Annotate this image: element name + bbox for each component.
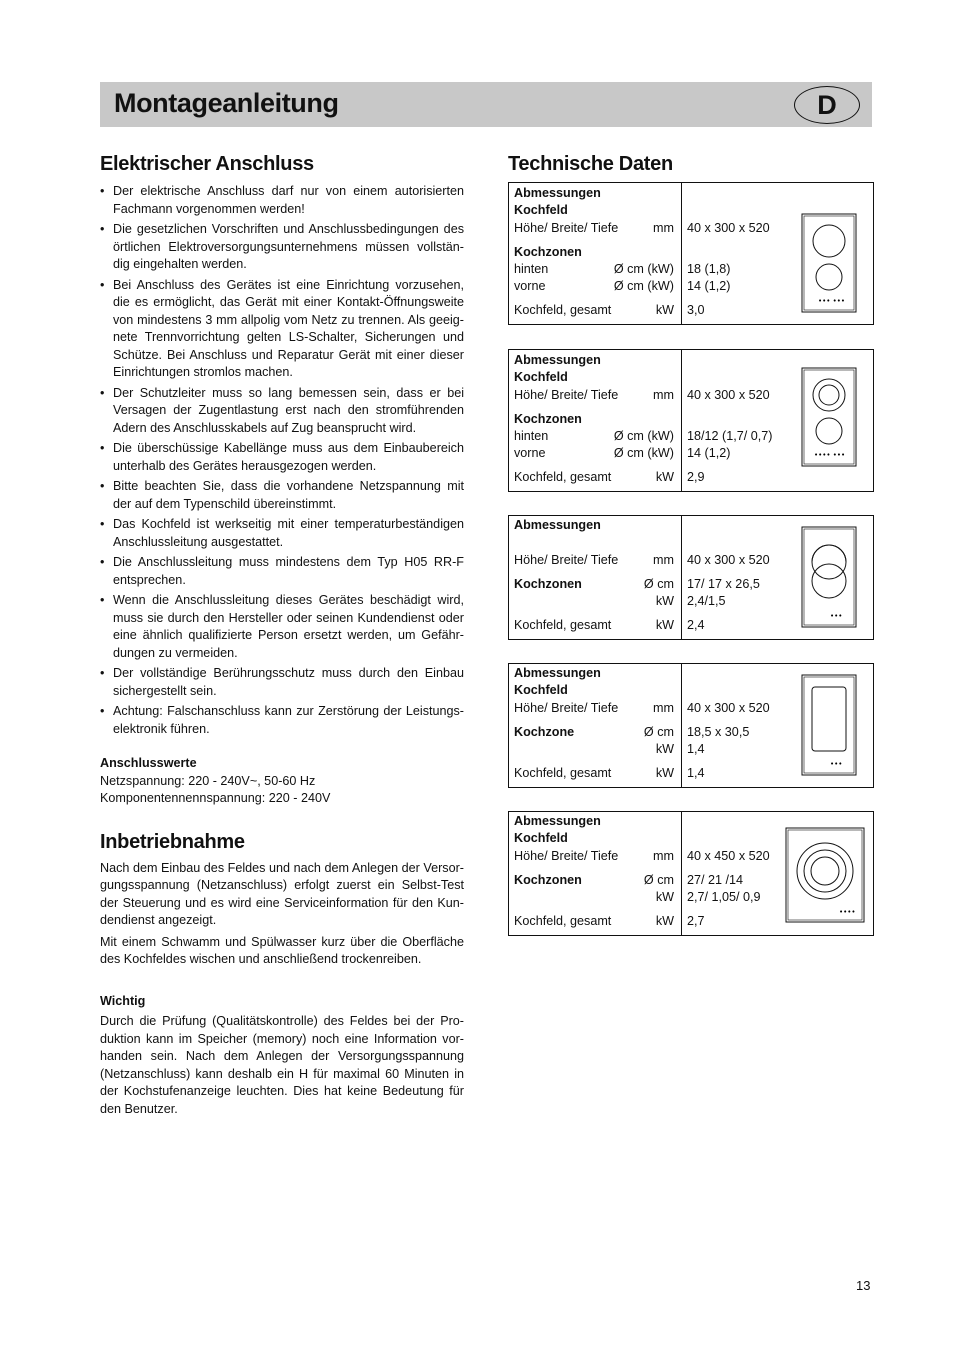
list-item: • Die gesetzlichen Vorschriften und Anschlussbedingungen des örtlichen Elektroversorgungsunternehmens müssen vollstän-dig eingehalten werden. — [100, 221, 464, 274]
unit-label: mm — [653, 849, 674, 863]
triple-circuit-hob-icon — [784, 827, 866, 923]
unit-label: kW — [655, 303, 674, 317]
section-heading-electrical: Elektrischer Anschluss — [100, 153, 314, 175]
zone-front-label: vorne — [514, 446, 546, 460]
zones-label: Kochzonen — [514, 873, 582, 887]
zone-dimensions-value: 18,5 x 30,5 — [687, 725, 750, 739]
unit-label: Ø cm — [643, 725, 674, 739]
dimensions-label: Abmessungen — [514, 186, 601, 200]
spec-table — [508, 811, 874, 936]
connection-value-line: Netzspannung: 220 - 240V~, 50-60 Hz — [100, 773, 316, 788]
dimensions-value: 40 x 300 x 520 — [687, 701, 770, 715]
dimensions-row-label: Höhe/ Breite/ Tiefe — [514, 388, 619, 402]
page-number: 13 — [856, 1278, 871, 1293]
zone-dimensions-value: 27/ 21 /14 — [687, 873, 744, 887]
unit-label: Ø cm (kW) — [613, 429, 674, 443]
zone-power-value: 1,4 — [687, 742, 705, 756]
rectangular-zone-hob-icon — [800, 674, 858, 776]
unit-label: Ø cm — [643, 577, 674, 591]
hob-label: Kochfeld — [514, 203, 568, 217]
zone-front-value: 14 (1,2) — [687, 279, 731, 293]
list-item: • Der elektrische Anschluss darf nur von einem autorisierten Fachmann vorgenommen werden! — [100, 183, 464, 218]
unit-label: Ø cm (kW) — [613, 279, 674, 293]
dimensions-row-label: Höhe/ Breite/ Tiefe — [514, 849, 619, 863]
dimensions-value: 40 x 450 x 520 — [687, 849, 770, 863]
connection-value-line: Komponentennennspannung: 220 - 240V — [100, 791, 331, 805]
total-label: Kochfeld, gesamt — [514, 303, 612, 317]
section-heading-technical-data: Technische Daten — [508, 153, 673, 175]
unit-label: kW — [655, 914, 674, 928]
unit-label: kW — [655, 766, 674, 780]
unit-label: Ø cm (kW) — [613, 262, 674, 276]
total-label: Kochfeld, gesamt — [514, 914, 612, 928]
total-value: 2,4 — [687, 618, 705, 632]
connection-values-heading: Anschlusswerte — [100, 756, 197, 770]
svg-text:•••• •••: •••• ••• — [814, 451, 846, 459]
list-item: • Bei Anschluss des Gerätes ist eine Einrichtung vorzusehen, die es ermöglicht, das Gerät mit einer Kontakt-Öffnungsweite von mindestens 3 mm allpolig vom Netz zu trennen. Als geeig-nete Trennvorrichtung gelten LS-Schalter, Sicherungen und Schütze. Bei Anschluss und Reparatur Gerät mit einer dieser Einrichtungen stromlos machen. — [100, 277, 464, 382]
svg-text:••• •••: ••• ••• — [818, 297, 845, 305]
total-label: Kochfeld, gesamt — [514, 766, 612, 780]
zone-front-value: 14 (1,2) — [687, 446, 731, 460]
language-badge: D — [794, 86, 860, 124]
unit-label: Ø cm — [643, 873, 674, 887]
page-header — [100, 82, 872, 127]
paragraph: Nach dem Einbau des Feldes und nach dem Anlegen der Versor-gungsspannung (Netzanschluss) erfolgt zuerst ein Selbst-Test der Steuerung und es wird eine Serviceinformation für den Kun-dendienst angezeigt. — [100, 860, 464, 927]
two-zone-dual-circuit-hob-icon — [800, 367, 858, 467]
svg-text:••••: •••• — [839, 908, 856, 916]
important-heading: Wichtig — [100, 993, 146, 1008]
spec-table — [508, 182, 874, 325]
zone-rear-value: 18 (1,8) — [687, 262, 731, 276]
spec-table — [508, 515, 874, 640]
dimensions-label: Abmessungen — [514, 353, 601, 367]
svg-text:•••: ••• — [830, 760, 843, 768]
zone-front-label: vorne — [514, 279, 546, 293]
total-label: Kochfeld, gesamt — [514, 618, 612, 632]
list-item: • Der Schutzleiter muss so lang bemessen sein, dass er bei Versagen der Zugentlastung erst nach den stromführenden Adern des Anschlusskabels auf Zug beansprucht wird. — [100, 385, 464, 438]
important-paragraph: Durch die Prüfung (Qualitätskontrolle) des Feldes bei der Pro-duktion kann im Speicher (memory) noch eine Information vor-handen sein. Nach dem Anlegen der Versorgungsspannung (Netzanschluss) kann deshalb ein H für maximal 60 Minuten in der Kochstufenanzeige leuchten. Dies hat keine Bedeutung für den Benutzer. — [100, 1014, 464, 1116]
zone-label: Kochzone — [514, 725, 575, 739]
list-item: • Das Kochfeld ist werkseitig mit einer temperaturbeständigen Anschlussleitung ausgestattet. — [100, 516, 464, 551]
zone-rear-value: 18/12 (1,7/ 0,7) — [687, 429, 773, 443]
zone-rear-label: hinten — [514, 262, 549, 276]
zone-power-value: 2,7/ 1,05/ 0,9 — [687, 890, 761, 904]
list-item: • Die überschüssige Kabellänge muss aus dem Einbaubereich unterhalb des Gerätes herausgezogen werden. — [100, 440, 464, 475]
dimensions-row-label: Höhe/ Breite/ Tiefe — [514, 553, 619, 567]
dimensions-label: Abmessungen — [514, 814, 601, 828]
right-column — [508, 153, 874, 928]
zone-dimensions-value: 17/ 17 x 26,5 — [687, 577, 760, 591]
dimensions-value: 40 x 300 x 520 — [687, 221, 770, 235]
spec-table — [508, 663, 874, 788]
oval-zone-hob-icon — [800, 526, 858, 628]
unit-label: mm — [653, 701, 674, 715]
zones-label: Kochzonen — [514, 577, 582, 591]
unit-label: kW — [655, 742, 674, 756]
two-zone-hob-icon — [800, 213, 858, 313]
total-value: 1,4 — [687, 766, 705, 780]
hob-label: Kochfeld — [514, 683, 568, 697]
total-value: 2,7 — [687, 914, 705, 928]
unit-label: kW — [655, 618, 674, 632]
unit-label: mm — [653, 388, 674, 402]
unit-label: mm — [653, 553, 674, 567]
dimensions-value: 40 x 300 x 520 — [687, 388, 770, 402]
dimensions-value: 40 x 300 x 520 — [687, 553, 770, 567]
dimensions-label: Abmessungen — [514, 518, 601, 532]
list-item: • Der vollständige Berührungsschutz muss durch den Einbau sichergestellt sein. — [100, 665, 464, 700]
svg-text:•••: ••• — [830, 612, 843, 620]
dimensions-row-label: Höhe/ Breite/ Tiefe — [514, 701, 619, 715]
zone-power-value: 2,4/1,5 — [687, 594, 726, 608]
zones-label: Kochzonen — [514, 245, 582, 259]
list-item: • Wenn die Anschlussleitung dieses Gerätes beschädigt wird, muss sie durch den Hersteller oder seinen Kundendienst oder eine ähnlich qualifizierte Person ersetzt werden, um Gefähr-dungen zu vermeiden. — [100, 592, 464, 662]
total-value: 2,9 — [687, 470, 705, 484]
dimensions-label: Abmessungen — [514, 666, 601, 680]
unit-label: kW — [655, 470, 674, 484]
zones-label: Kochzonen — [514, 412, 582, 426]
section-heading-commissioning: Inbetriebnahme — [100, 830, 245, 853]
list-item: • Achtung: Falschanschluss kann zur Zerstörung der Leistungs-elektronik führen. — [100, 703, 464, 738]
total-value: 3,0 — [687, 303, 705, 317]
electrical-bullet-list — [100, 183, 464, 738]
hob-label: Kochfeld — [514, 831, 568, 845]
unit-label: mm — [653, 221, 674, 235]
dimensions-row-label: Höhe/ Breite/ Tiefe — [514, 221, 619, 235]
zone-rear-label: hinten — [514, 429, 549, 443]
unit-label: Ø cm (kW) — [613, 446, 674, 460]
list-item: • Die Anschlussleitung muss mindestens dem Typ H05 RR-F entsprechen. — [100, 554, 464, 589]
list-item: • Bitte beachten Sie, dass die vorhandene Netzspannung mit der auf dem Typenschild übereinstimmt. — [100, 478, 464, 513]
left-column — [100, 153, 464, 1118]
page-title: Montageanleitung — [114, 88, 339, 118]
unit-label: kW — [655, 890, 674, 904]
paragraph: Mit einem Schwamm und Spülwasser kurz über die Oberfläche des Kochfeldes wischen und anschließend trockenreiben. — [100, 934, 464, 966]
unit-label: kW — [655, 594, 674, 608]
hob-label: Kochfeld — [514, 370, 568, 384]
spec-table — [508, 349, 874, 492]
total-label: Kochfeld, gesamt — [514, 470, 612, 484]
